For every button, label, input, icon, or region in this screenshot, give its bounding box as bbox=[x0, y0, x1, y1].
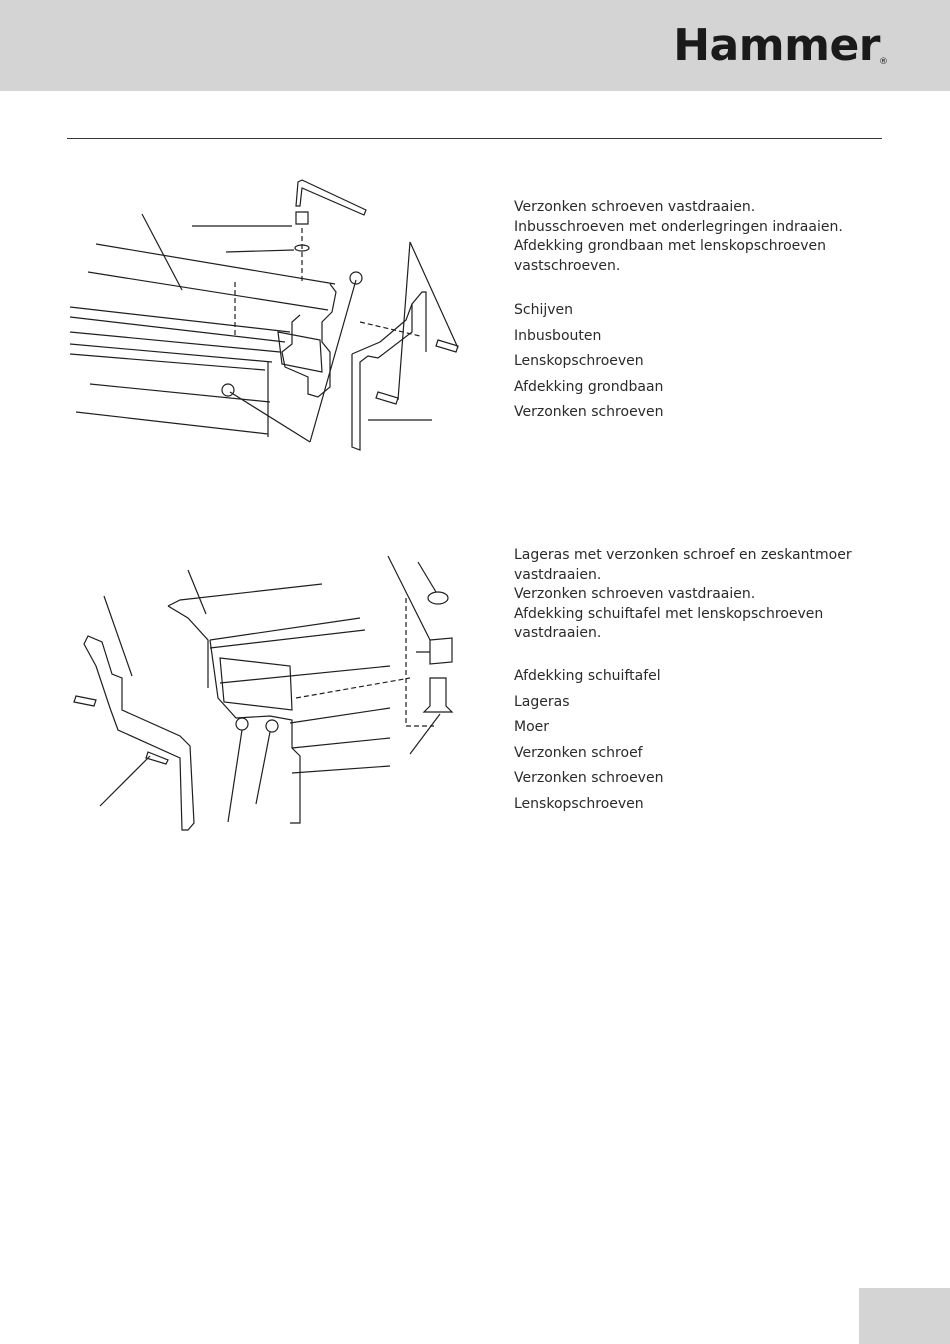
leader-e bbox=[410, 714, 440, 754]
leader-a bbox=[142, 214, 182, 290]
header-rule bbox=[67, 138, 882, 139]
instruction-line: Afdekking schuiftafel met lenskopschroeven bbox=[514, 605, 824, 622]
rail-groove-1 bbox=[70, 307, 290, 332]
section2-parts-list bbox=[514, 664, 894, 817]
lens-screw-lower bbox=[146, 752, 168, 764]
part-item: Schijven bbox=[514, 302, 574, 318]
table-end-box bbox=[220, 658, 292, 710]
table-groove-6 bbox=[292, 766, 390, 773]
leader-g bbox=[228, 730, 242, 822]
lens-screw-2 bbox=[222, 384, 234, 396]
table-groove-2 bbox=[210, 630, 365, 648]
leader-g bbox=[230, 392, 310, 442]
rail-face-lower bbox=[90, 384, 270, 402]
figure-sliding-table-assembly bbox=[60, 548, 480, 848]
instruction-line: vastdraaien. bbox=[514, 566, 602, 583]
leader-h bbox=[256, 732, 270, 804]
part-item: Verzonken schroeven bbox=[514, 770, 664, 786]
leader-c bbox=[226, 250, 294, 252]
countersunk-screw-2 bbox=[376, 392, 398, 404]
part-item: Lageras bbox=[514, 693, 570, 710]
hex-nut bbox=[428, 592, 448, 604]
dashed-assembly-line-2 bbox=[296, 678, 410, 698]
bearing-shaft bbox=[416, 638, 452, 664]
hex-key bbox=[296, 180, 366, 215]
part-item: Lenskopschroeven bbox=[514, 795, 644, 812]
socket-bolt bbox=[296, 212, 308, 224]
rail-top-edge-2 bbox=[88, 272, 328, 310]
part-item: Afdekking grondbaan bbox=[514, 378, 664, 395]
table-groove-3 bbox=[220, 666, 390, 683]
leader-c bbox=[388, 556, 430, 640]
leader-a bbox=[188, 570, 206, 614]
instruction-line: Verzonken schroeven vastdraaien. bbox=[514, 586, 756, 602]
rail-top-edge bbox=[96, 244, 335, 284]
rail-groove-2 bbox=[70, 317, 285, 342]
table-end-profile bbox=[210, 640, 300, 823]
inner-screw-1 bbox=[236, 718, 248, 730]
page-number-box bbox=[859, 1288, 950, 1344]
rail-groove-5 bbox=[70, 354, 265, 370]
section2-instructions bbox=[514, 546, 894, 644]
brand-logo: Hammer bbox=[673, 20, 880, 71]
leader-d bbox=[418, 562, 436, 592]
part-item: Afdekking schuiftafel bbox=[514, 668, 661, 684]
registered-mark: ® bbox=[879, 57, 888, 67]
base-cover-plate bbox=[352, 292, 426, 450]
instruction-line: Verzonken schroeven vastdraaien. bbox=[514, 199, 756, 215]
part-item: Moer bbox=[514, 719, 550, 735]
instruction-line: vastdraaien. bbox=[514, 625, 602, 641]
instruction-line: vastschroeven. bbox=[514, 257, 621, 274]
leader-d bbox=[410, 242, 458, 348]
lens-screw-left bbox=[74, 696, 96, 706]
part-item: Lenskopschroeven bbox=[514, 353, 644, 369]
table-groove-5 bbox=[292, 738, 390, 748]
rail-bottom bbox=[76, 412, 268, 434]
rail-groove-3 bbox=[70, 332, 280, 352]
lens-screw-1 bbox=[350, 272, 362, 284]
table-groove-1 bbox=[210, 618, 360, 640]
leader-b bbox=[104, 596, 132, 676]
part-item: Verzonken schroef bbox=[514, 744, 643, 761]
section1-instructions bbox=[514, 198, 894, 276]
inner-screw-2 bbox=[266, 720, 278, 732]
instruction-line: Afdekking grondbaan met lenskopschroeven bbox=[514, 238, 827, 254]
instruction-line: Lageras met verzonken schroef en zeskantmoer bbox=[514, 547, 852, 563]
leader-f bbox=[100, 756, 150, 806]
leader-e bbox=[398, 242, 410, 400]
countersunk-screw bbox=[424, 678, 452, 712]
instruction-line: Inbusschroeven met onderlegringen indraaien. bbox=[514, 218, 843, 235]
rail-groove-4 bbox=[70, 344, 272, 362]
part-item: Verzonken schroeven bbox=[514, 404, 664, 420]
sliding-table-top bbox=[168, 584, 322, 606]
section1-parts-list bbox=[514, 298, 894, 426]
figure-base-rail-assembly bbox=[60, 172, 480, 462]
sliding-table-front bbox=[168, 606, 208, 688]
part-item: Inbusbouten bbox=[514, 327, 602, 344]
table-groove-4 bbox=[290, 708, 390, 723]
sliding-cover-plate bbox=[84, 636, 194, 830]
